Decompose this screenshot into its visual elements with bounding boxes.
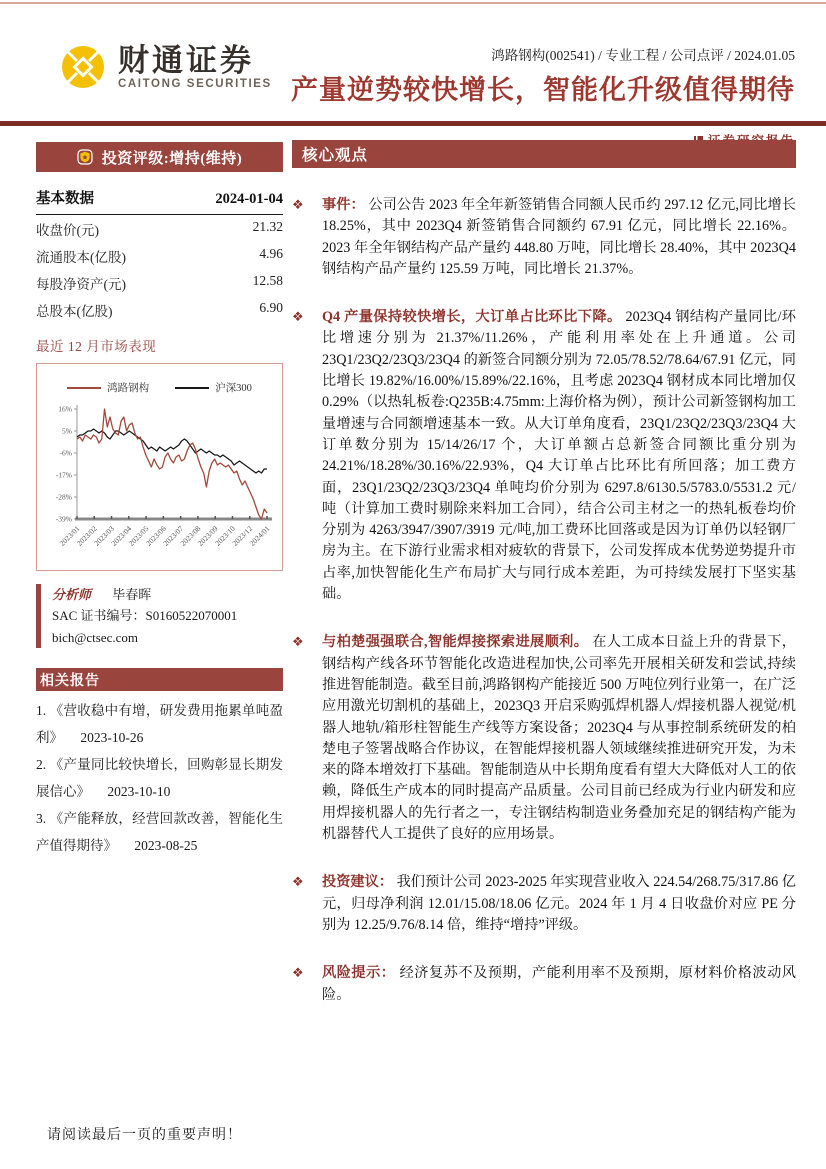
row-label: 收盘价(元) xyxy=(36,222,99,238)
row-value: 21.32 xyxy=(252,218,283,234)
svg-text:2023/05: 2023/05 xyxy=(126,524,151,548)
brand-text xyxy=(118,44,272,90)
page-title: 产量逆势较快增长，智能化升级值得期待 xyxy=(291,75,795,105)
svg-text:-28%: -28% xyxy=(55,492,72,502)
svg-text:2023/10: 2023/10 xyxy=(213,524,237,548)
header-rule xyxy=(0,121,826,126)
basic-data-title: 基本数据 xyxy=(36,191,94,207)
core-point-body: 2023Q4 钢结构产量同比/环比增速分别为 21.37%/11.26%，产能利用率处在上升通道。公司 23Q1/23Q2/23Q3/23Q4 的新签合同额分别为 72.05/78.52/78.64/67.91 亿元，同比增长 19.82%/16.00%/15.89%/22.16%，且考虑 2023Q4 钢材成本同比增加仅 0.29%（以热轧板卷:Q235B:4.75mm:上海价格为例），预计公司新签钢构加工量增速与合同额增速基本一致。从大订单角度看，23Q1/23Q2/23Q3/23Q4 大订单数分别为 15/14/26/17 个，大订单额占总新签合同额比重分别为 24.21%/18.28%/30.16%/22.93%，Q4 大订单占比环比有所回落；加工费方面，23Q1/23Q2/23Q3/23Q4 单吨均价分别为 6297.8/6130.5/5783.0/5531.2 元/吨（计算加工费时剔除来料加工合同），结合公司主材之一的热轧板卷均价分别为 4263/3947/3907/3919 元/吨,加工费环比回落或是因为订单仍以轻钢厂房为主。在下游行业需求相对疲软的背景下，公司发挥成本优势逆势提升市占率,加快智能化生产布局扩大与同行成本差距，为可持续发展打下坚实基础。 xyxy=(322,309,796,603)
report-meta: 鸿路钢构(002541) / 专业工程 / 公司点评 / 2024.01.05 xyxy=(491,48,795,63)
sidebar xyxy=(36,142,283,859)
core-point-body: 我们预计公司 2023-2025 年实现营业收入 224.54/268.75/317.86 亿元，归母净利润 12.01/15.08/18.06 亿元。2024 年 1 月 4 日收盘价对应 PE 分别为 12.25/9.76/8.14 倍，维持“增持”评级。 xyxy=(322,874,796,933)
row-label: 每股净资产(元) xyxy=(36,276,126,292)
core-point-paragraph xyxy=(322,195,796,280)
svg-text:2024/01: 2024/01 xyxy=(247,524,272,548)
svg-text:5%: 5% xyxy=(62,426,72,436)
core-point-investment-advice xyxy=(292,872,796,936)
analyst-label: 分析师 xyxy=(52,587,92,602)
brand-name-en: CAITONG SECURITIES xyxy=(118,78,272,91)
core-point-paragraph xyxy=(322,963,796,1006)
report-date: 2023-10-10 xyxy=(107,784,171,800)
list-item xyxy=(36,751,283,805)
list-item xyxy=(36,697,283,751)
diamond-bullet-icon: ❖ xyxy=(292,874,304,890)
core-point-lead: 与柏楚强强联合,智能焊接探索进展顺利。 xyxy=(322,634,589,651)
core-point-q4 xyxy=(292,307,796,605)
row-value: 4.96 xyxy=(259,245,283,261)
svg-text:2023/04: 2023/04 xyxy=(109,524,134,548)
core-point-body: 公司公告 2023 年全年新签销售合同额人民币约 297.12 亿元,同比增长 18.25%，其中 2023Q4 新签销售合同额约 67.91 亿元，同比增长 22.16%。2023 年全年钢结构产品产量约 448.80 万吨，同比增长 28.40%，其中 2023Q4 钢结构产品产量约 125.59 万吨，同比增长 21.37%。 xyxy=(322,197,796,277)
core-point-risk xyxy=(292,963,796,1006)
row-value: 12.58 xyxy=(252,272,283,288)
basic-data-date: 2024-01-04 xyxy=(215,191,283,207)
caitong-logo-icon xyxy=(58,42,108,92)
analyst-sac: SAC 证书编号：S0160522070001 xyxy=(52,608,238,624)
analyst-block xyxy=(36,584,283,648)
legend-entry xyxy=(175,380,252,395)
analyst-email: bich@ctsec.com xyxy=(52,629,138,645)
core-point-lead: 投资建议： xyxy=(322,874,393,891)
core-point-lead: 事件： xyxy=(322,197,365,213)
row-label: 流通股本(亿股) xyxy=(36,249,126,265)
svg-text:2023/06: 2023/06 xyxy=(144,524,168,548)
core-point-paragraph xyxy=(322,872,796,936)
table-row xyxy=(36,242,283,269)
table-row xyxy=(36,296,283,323)
core-point-body: 经济复苏不及预期，产能利用率不及预期，原材料价格波动风险。 xyxy=(322,965,796,1003)
core-point-lead: 风险提示： xyxy=(322,965,396,982)
svg-text:2023/09: 2023/09 xyxy=(195,524,220,548)
svg-text:2023/12: 2023/12 xyxy=(230,524,255,548)
diamond-bullet-icon: ❖ xyxy=(292,634,304,650)
legend-label: 鸿路钢构 xyxy=(107,383,150,394)
analyst-name: 毕春晖 xyxy=(112,587,152,602)
svg-text:-17%: -17% xyxy=(55,470,72,480)
core-point-lead: Q4 产量保持较快增长，大订单占比环比下降。 xyxy=(322,309,622,326)
related-reports-banner: 相关报告 xyxy=(36,668,283,691)
market-chart-svg xyxy=(41,401,276,561)
svg-text:-39%: -39% xyxy=(55,514,72,524)
table-row xyxy=(36,269,283,296)
market-performance-chart xyxy=(36,363,283,571)
main-content xyxy=(292,140,796,1006)
report-title: 1. 《营收稳中有增，研发费用拖累单吨盈利》 xyxy=(36,703,283,746)
line-swatch-icon xyxy=(175,387,209,389)
svg-text:2023/02: 2023/02 xyxy=(74,524,99,548)
legend-entry xyxy=(67,380,149,395)
rating-banner xyxy=(36,142,283,172)
svg-text:2023/01: 2023/01 xyxy=(57,524,82,548)
core-points-banner: 核心观点 xyxy=(292,140,796,168)
svg-text:2023/08: 2023/08 xyxy=(178,524,203,548)
diamond-bullet-icon: ❖ xyxy=(292,309,304,325)
core-point-paragraph xyxy=(322,307,796,605)
svg-text:16%: 16% xyxy=(58,404,72,414)
report-date: 2023-08-25 xyxy=(134,838,198,854)
line-swatch-icon xyxy=(67,387,101,389)
basic-data-header xyxy=(36,187,283,215)
top-accent-line xyxy=(0,2,826,4)
analyst-line xyxy=(52,584,283,605)
footer-disclaimer: 请阅读最后一页的重要声明！ xyxy=(47,1128,242,1143)
rating-badge-icon xyxy=(77,149,93,165)
svg-text:2023/03: 2023/03 xyxy=(92,524,116,548)
core-point-event xyxy=(292,195,796,280)
related-reports-list xyxy=(36,697,283,859)
report-date: 2023-10-26 xyxy=(80,730,144,746)
chart-legend xyxy=(41,380,278,395)
report-title: 3. 《产能释放，经营回款改善，智能化生产值得期待》 xyxy=(36,811,283,854)
table-row xyxy=(36,215,283,242)
rating-banner-label: 投资评级:增持(维持) xyxy=(101,150,243,167)
diamond-bullet-icon: ❖ xyxy=(292,197,304,212)
core-point-body: 在人工成本日益上升的背景下，钢结构产线各环节智能化改造进程加快,公司率先开展相关研发和尝试,持续推进智能制造。截至目前,鸿路钢构产能接近 500 万吨位列行业第一，在广泛应用激光切割机的基础上，2023Q3 开启采购弧焊机器人/焊接机器人视觉/机器人地轨/箱形柱智能生产线等方案设备；2023Q4 与从事控制系统研发的柏楚电子签署战略合作协议，在智能焊接机器人领域继续推进研究开发，为未来的降本增效打下基础。智能制造从中长期角度看有望大大降低对人工的依赖，降低生产成本的同时提高产品质量。公司目前已经成为行业内研发和应用焊接机器人的先行者之一，专注钢结构制造业务叠加充足的钢结构产能为机器替代人工提供了良好的应用场景。 xyxy=(322,634,796,843)
row-value: 6.90 xyxy=(259,299,283,315)
svg-text:-6%: -6% xyxy=(59,448,72,458)
row-label: 总股本(亿股) xyxy=(36,303,113,319)
core-point-cooperation xyxy=(292,632,796,845)
legend-label: 沪深300 xyxy=(215,383,252,394)
brand-block xyxy=(58,42,272,92)
market-performance-title: 最近 12 月市场表现 xyxy=(36,339,157,354)
core-point-paragraph xyxy=(322,632,796,845)
diamond-bullet-icon: ❖ xyxy=(292,965,304,981)
list-item xyxy=(36,805,283,859)
svg-text:2023/07: 2023/07 xyxy=(161,524,186,548)
report-title: 2. 《产量同比较快增长，回购彰显长期发展信心》 xyxy=(36,757,283,800)
brand-name-cn: 财通证券 xyxy=(118,42,254,78)
